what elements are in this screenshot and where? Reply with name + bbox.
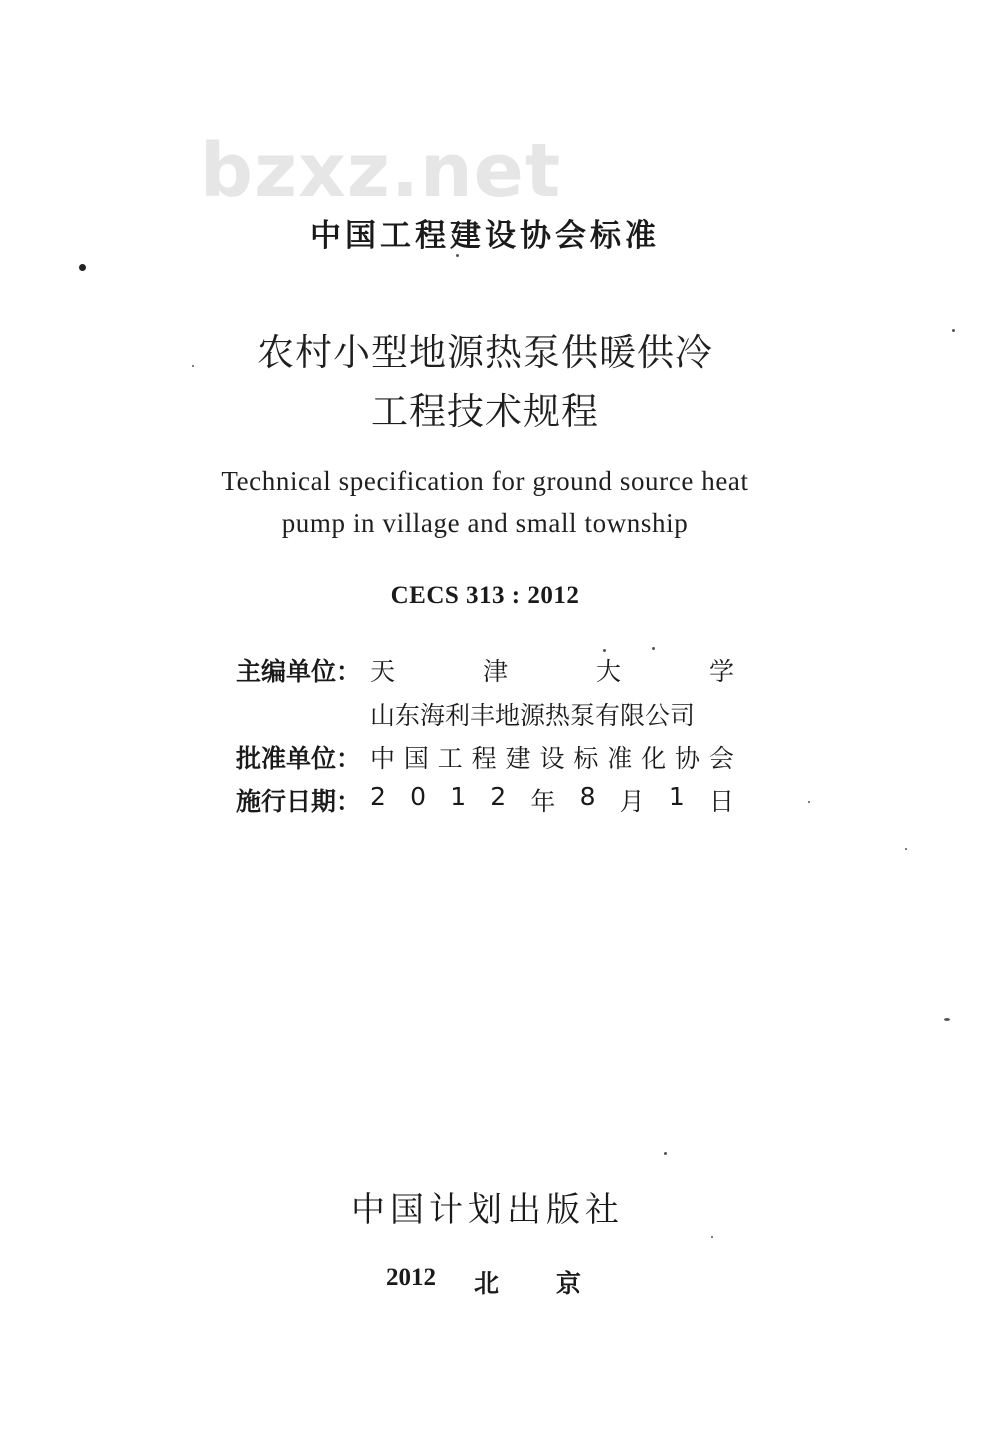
- approver-char: 建: [505, 744, 531, 773]
- date-char: 年: [530, 787, 556, 816]
- approver-char: 标: [573, 744, 599, 773]
- scan-speck: [652, 647, 655, 650]
- date-char: 1: [450, 782, 467, 811]
- scan-speck: [952, 329, 955, 332]
- publication-city-char: 北: [474, 1269, 500, 1298]
- scan-speck: [664, 1152, 667, 1155]
- scan-speck: [603, 649, 606, 652]
- approver: [370, 739, 734, 775]
- scan-speck: [456, 254, 459, 257]
- date-char: 0: [410, 782, 426, 811]
- editor-row: [236, 652, 736, 688]
- approver-char: 化: [641, 744, 667, 773]
- editor-1-char: 津: [482, 657, 508, 686]
- scan-speck: [711, 1236, 713, 1238]
- title-zh-line-1: 农村小型地源热泵供暖供冷: [257, 331, 713, 374]
- editor-1: [370, 652, 734, 688]
- scan-speck: [905, 848, 907, 850]
- editor-label: 主编单位：: [236, 657, 362, 686]
- date-row: [236, 782, 736, 818]
- approver-char: 工: [437, 744, 463, 773]
- publication-city-char: 京: [556, 1269, 582, 1298]
- standard-series: 中国工程建设协会标准: [310, 218, 660, 254]
- date-char: 月: [619, 787, 645, 816]
- approver-char: 程: [471, 744, 497, 773]
- approver-char: 国: [403, 744, 429, 773]
- scan-speck: [944, 1018, 950, 1021]
- scan-speck: [192, 365, 194, 367]
- effective-date: [370, 782, 734, 818]
- publication-year: 2012: [386, 1264, 436, 1291]
- date-char: 2: [490, 782, 507, 811]
- editor-1-char: 天: [370, 657, 396, 686]
- watermark: bzxz.net: [200, 128, 562, 214]
- title-zh-line-2: 工程技术规程: [371, 390, 599, 433]
- standard-code: CECS 313 : 2012: [390, 582, 580, 609]
- approver-char: 准: [607, 744, 633, 773]
- publisher: 中国计划出版社: [351, 1190, 624, 1230]
- title-en-line-2: pump in village and small township: [281, 508, 689, 538]
- date-char: 1: [668, 782, 685, 811]
- date-char: 日: [708, 787, 734, 816]
- scan-speck: [79, 264, 86, 271]
- approver-char: 会: [708, 744, 734, 773]
- date-char: 2: [370, 782, 386, 811]
- editor-row-2: [236, 696, 736, 732]
- publication-place: [386, 1264, 586, 1298]
- editor-1-char: 大: [595, 657, 621, 686]
- date-label: 施行日期：: [236, 787, 362, 816]
- title-en-line-1: Technical specification for ground source heat: [221, 466, 749, 496]
- approver-char: 协: [675, 744, 701, 773]
- editor-2: 山东海利丰地源热泵有限公司: [370, 701, 696, 730]
- scan-speck: [808, 801, 810, 803]
- editor-1-char: 学: [708, 657, 734, 686]
- date-char: 8: [579, 782, 596, 811]
- approver-row: [236, 739, 736, 775]
- approver-char: 中: [370, 744, 396, 773]
- approver-char: 设: [539, 744, 565, 773]
- approver-label: 批准单位：: [236, 744, 362, 773]
